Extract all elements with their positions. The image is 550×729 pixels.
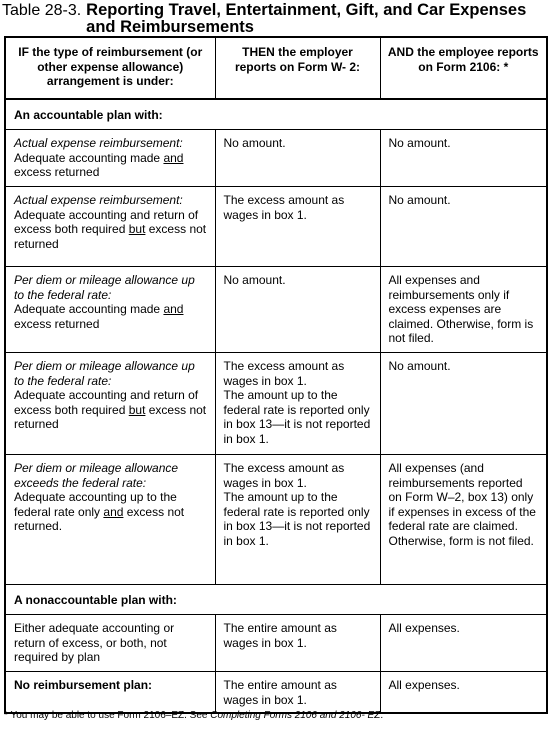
w2-cell [215, 455, 380, 585]
arrangement-emphasis: but [128, 402, 146, 417]
arrangement-cell [5, 353, 215, 455]
w2-cell [215, 353, 380, 455]
arrangement-type: Actual expense reimbursement: [14, 136, 183, 150]
table-row [5, 672, 547, 714]
form2106-cell [380, 130, 547, 187]
w2-cell [215, 672, 380, 714]
table-header-row [5, 37, 547, 99]
w2-cell [215, 130, 380, 187]
arrangement-type: Per diem or mileage allowance up to the federal rate: [14, 359, 195, 388]
section-cell [5, 585, 547, 615]
table-number: Table 28-3. [2, 2, 82, 19]
section-cell [5, 99, 547, 130]
w2-cell [215, 187, 380, 267]
arrangement-emphasis: and [163, 150, 184, 165]
table-row [5, 187, 547, 267]
section-row-accountable [5, 99, 547, 130]
reimbursement-table [4, 36, 548, 714]
form2106-value: No amount. [388, 136, 451, 150]
arrangement-cell [5, 672, 215, 714]
arrangement-detail-end: excess not returned [14, 222, 207, 251]
arrangement-detail: Adequate accounting and return of excess both required [14, 388, 199, 417]
table-row [5, 267, 547, 353]
form2106-value: All expenses and reimbursements only if excess expenses are claimed. Otherwise, form is not filed. [388, 273, 534, 345]
table-row [5, 615, 547, 672]
arrangement-cell [5, 187, 215, 267]
form2106-cell [380, 267, 547, 353]
footnote-end: . [380, 710, 384, 721]
section-label-nonaccountable: A nonaccountable plan with: [14, 593, 177, 607]
header-arrangement: IF the type of reimbursement (or other expense allowance) arrangement is under: [18, 45, 203, 88]
header-cell [215, 37, 380, 99]
arrangement-detail: Adequate accounting and return of excess both required [14, 207, 199, 236]
w2-value: The excess amount as wages in box 1. [223, 193, 345, 222]
form2106-value: All expenses (and reimbursements reported on Form W–2, box 13) only if expenses in excess of the federal rate are claimed. Otherwise, form is not filed. [388, 461, 536, 548]
w2-cell [215, 267, 380, 353]
arrangement-cell [5, 130, 215, 187]
form2106-value: All expenses. [388, 621, 460, 635]
arrangement-cell [5, 615, 215, 672]
arrangement-type: Actual expense reimbursement: [14, 193, 183, 207]
arrangement-detail-end: excess returned [14, 165, 100, 179]
arrangement-cell [5, 455, 215, 585]
form2106-cell [380, 353, 547, 455]
arrangement-emphasis: and [163, 302, 184, 316]
table-row [5, 353, 547, 455]
arrangement-type: Per diem or mileage allowance exceeds the federal rate: [14, 461, 179, 490]
header-employer-w2: THEN the employer reports on Form W- 2: [234, 45, 361, 74]
arrangement-emphasis: but [128, 222, 146, 236]
form2106-value: No amount. [388, 359, 451, 373]
section-row-nonaccountable [5, 585, 547, 615]
arrangement-detail: Adequate accounting made [14, 302, 164, 316]
w2-value: The entire amount as wages in box 1. [223, 621, 337, 650]
w2-value: No amount. [223, 273, 286, 287]
table-row [5, 130, 547, 187]
form2106-value: All expenses. [388, 678, 460, 692]
form2106-cell [380, 672, 547, 714]
arrangement-cell [5, 267, 215, 353]
arrangement-emphasis: and [103, 504, 124, 519]
footnote-text: * You may be able to use Form 2106–EZ. See [4, 710, 211, 721]
arrangement-detail: Adequate accounting up to the federal rate only [14, 490, 177, 519]
header-cell [380, 37, 547, 99]
form2106-cell [380, 615, 547, 672]
arrangement-detail: Either adequate accounting or return of excess, or both, not required by plan [14, 621, 175, 664]
footnote [4, 710, 544, 722]
form2106-cell [380, 187, 547, 267]
w2-value-extra: The amount up to the federal rate is reported only in box 13—it is not reported in box 1. [223, 388, 371, 446]
footnote-reference: Completing Forms 2106 and 2106- EZ [210, 710, 381, 721]
table-row [5, 455, 547, 585]
no-reimbursement-label: No reimbursement plan: [14, 678, 153, 692]
arrangement-type: Per diem or mileage allowance up to the federal rate: [14, 273, 195, 302]
arrangement-detail-end: excess not returned. [14, 504, 185, 533]
arrangement-detail-end: excess returned [14, 316, 100, 331]
header-employee-2106: AND the employee reports on Form 2106: * [387, 45, 539, 74]
arrangement-detail-end: excess not returned [14, 402, 207, 431]
header-cell [5, 37, 215, 99]
w2-value: The excess amount as wages in box 1. [223, 359, 345, 388]
w2-value: The entire amount as wages in box 1. [223, 678, 337, 707]
table-title-text: Reporting Travel, Entertainment, Gift, and Car Expenses and Reimbursements [86, 1, 527, 36]
w2-cell [215, 615, 380, 672]
w2-value: The excess amount as wages in box 1. [223, 461, 345, 490]
arrangement-detail: Adequate accounting made [14, 150, 164, 165]
table-title [2, 0, 542, 35]
form2106-value: No amount. [388, 193, 451, 207]
form2106-cell [380, 455, 547, 585]
section-label-accountable: An accountable plan with: [14, 108, 163, 122]
w2-value-extra: The amount up to the federal rate is reported only in box 13—it is not reported in box 1. [223, 490, 371, 548]
w2-value: No amount. [223, 136, 286, 150]
